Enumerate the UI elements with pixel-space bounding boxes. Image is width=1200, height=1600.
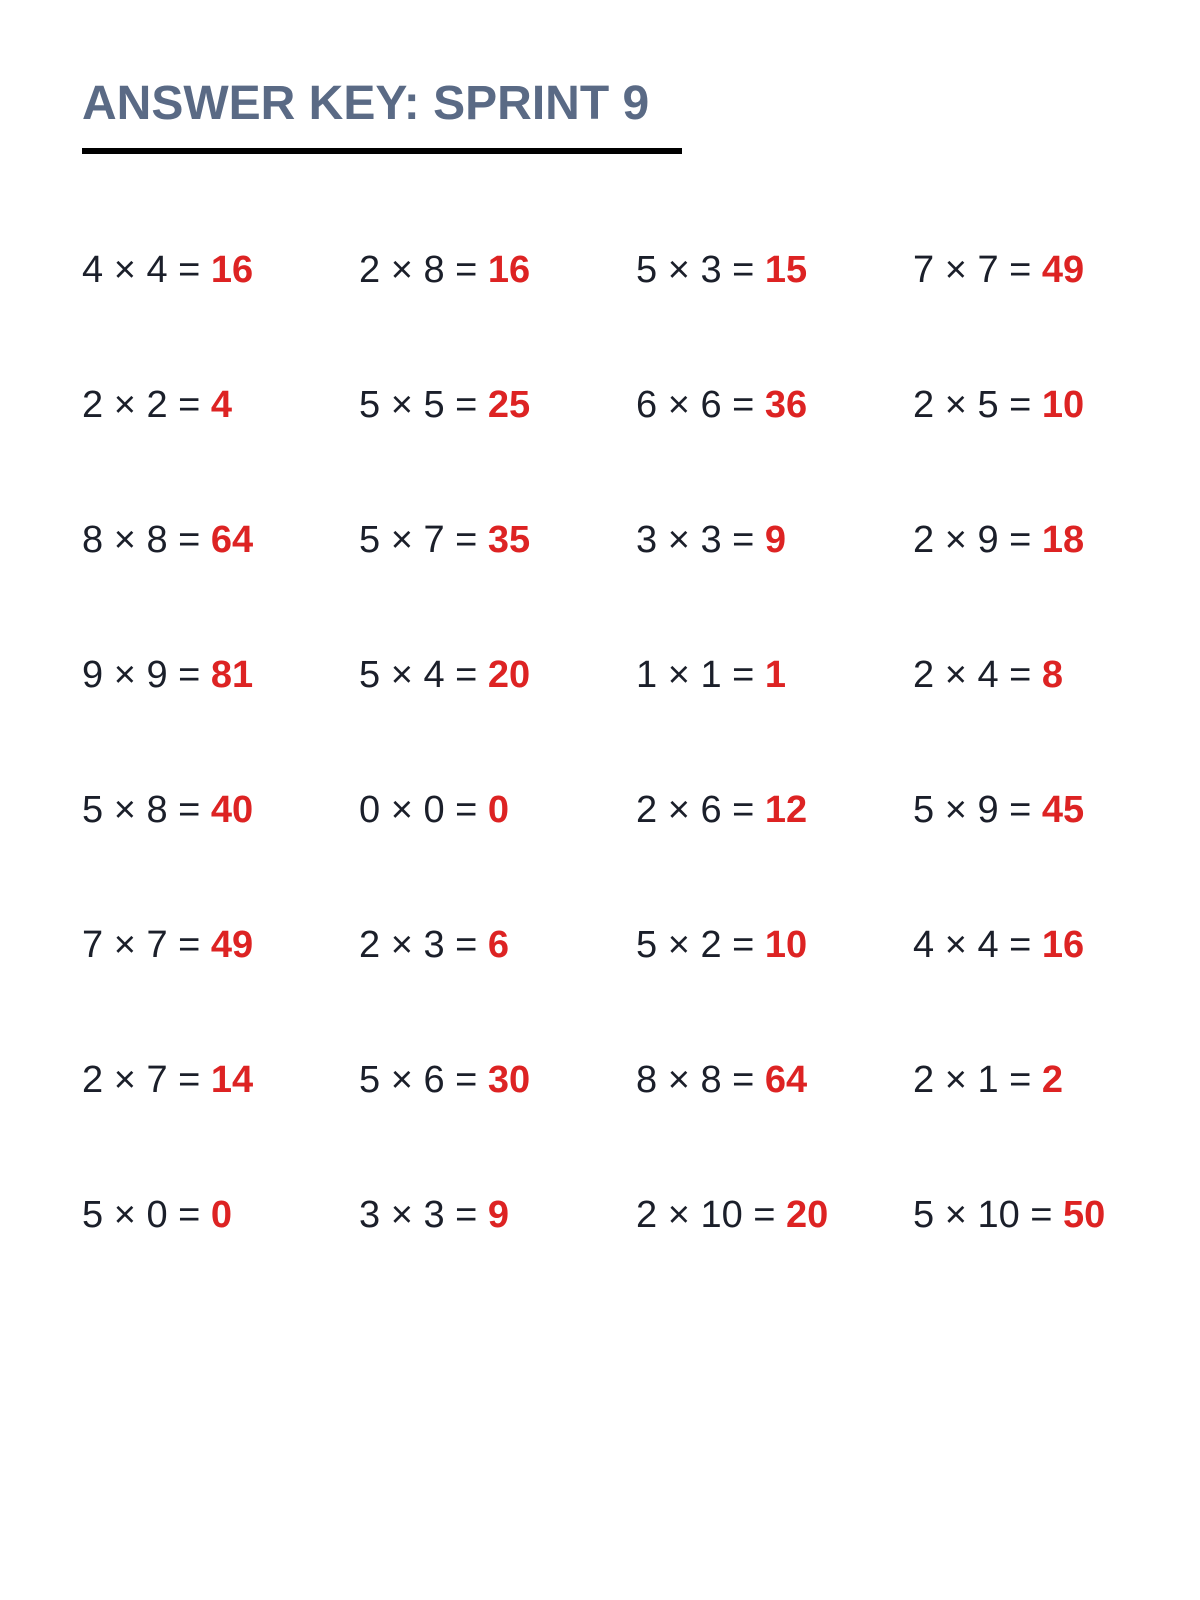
problem-question: 5 × 6 = <box>359 1059 478 1101</box>
problem-item <box>359 786 636 921</box>
problem-question: 3 × 3 = <box>359 1194 478 1236</box>
problem-answer: 16 <box>1041 924 1085 966</box>
problem-question: 7 × 7 = <box>82 924 201 966</box>
problem-question: 2 × 9 = <box>913 519 1032 561</box>
problem-question: 5 × 7 = <box>359 519 478 561</box>
problem-answer: 10 <box>764 924 808 966</box>
problem-item <box>913 246 1182 381</box>
problem-question: 4 × 4 = <box>913 924 1032 966</box>
problem-item <box>82 381 359 516</box>
problem-question: 0 × 0 = <box>359 789 478 831</box>
problem-item <box>636 921 913 1056</box>
problem-item <box>359 246 636 381</box>
problem-item <box>359 381 636 516</box>
problem-item <box>913 381 1182 516</box>
problem-answer: 64 <box>764 1059 808 1101</box>
problem-item <box>913 516 1182 651</box>
problem-answer: 40 <box>210 789 254 831</box>
problem-question: 5 × 4 = <box>359 654 478 696</box>
problem-answer: 1 <box>764 654 787 696</box>
problem-answer: 20 <box>786 1194 829 1236</box>
problem-answer: 81 <box>210 654 254 696</box>
problem-item <box>359 651 636 786</box>
problem-item <box>913 651 1182 786</box>
problem-answer: 16 <box>210 249 254 291</box>
problem-item <box>913 1191 1182 1326</box>
problem-answer: 30 <box>487 1059 531 1101</box>
problem-item <box>82 651 359 786</box>
problem-item <box>913 786 1182 921</box>
problem-item <box>636 381 913 516</box>
problem-question: 2 × 5 = <box>913 384 1032 426</box>
problem-item <box>82 516 359 651</box>
problem-answer: 18 <box>1041 519 1085 561</box>
problem-answer: 49 <box>1041 249 1085 291</box>
problem-question: 7 × 7 = <box>913 249 1032 291</box>
problem-grid <box>82 246 1182 1326</box>
problem-question: 6 × 6 = <box>636 384 755 426</box>
problem-answer: 36 <box>764 384 808 426</box>
problem-item <box>82 786 359 921</box>
problem-question: 5 × 0 = <box>82 1194 201 1236</box>
problem-item <box>359 1191 636 1326</box>
problem-answer: 45 <box>1041 789 1085 831</box>
problem-item <box>359 516 636 651</box>
problem-item <box>913 1056 1182 1191</box>
problem-item <box>82 921 359 1056</box>
problem-answer: 2 <box>1041 1059 1064 1101</box>
problem-question: 5 × 9 = <box>913 789 1032 831</box>
problem-question: 3 × 3 = <box>636 519 755 561</box>
problem-answer: 14 <box>210 1059 254 1101</box>
problem-answer: 10 <box>1041 384 1085 426</box>
problem-answer: 0 <box>210 1194 233 1236</box>
problem-question: 5 × 2 = <box>636 924 755 966</box>
problem-answer: 8 <box>1041 654 1064 696</box>
problem-answer: 9 <box>487 1194 510 1236</box>
problem-answer: 6 <box>487 924 510 966</box>
problem-question: 2 × 2 = <box>82 384 201 426</box>
problem-item <box>636 1056 913 1191</box>
problem-question: 2 × 6 = <box>636 789 755 831</box>
problem-question: 2 × 4 = <box>913 654 1032 696</box>
problem-item <box>82 1191 359 1326</box>
problem-item <box>636 651 913 786</box>
title-underline <box>82 148 682 154</box>
problem-question: 9 × 9 = <box>82 654 201 696</box>
problem-item <box>636 786 913 921</box>
problem-item <box>82 246 359 381</box>
problem-question: 2 × 7 = <box>82 1059 201 1101</box>
problem-item <box>359 1056 636 1191</box>
problem-item <box>359 921 636 1056</box>
problem-answer: 35 <box>487 519 531 561</box>
problem-item <box>636 246 913 381</box>
problem-question: 2 × 8 = <box>359 249 478 291</box>
problem-question: 2 × 10 = <box>636 1194 776 1236</box>
problem-answer: 64 <box>210 519 254 561</box>
problem-item <box>636 1191 913 1326</box>
problem-answer: 16 <box>487 249 531 291</box>
problem-question: 1 × 1 = <box>636 654 755 696</box>
problem-answer: 0 <box>487 789 510 831</box>
problem-answer: 50 <box>1063 1194 1106 1236</box>
page-title: ANSWER KEY: SPRINT 9 <box>82 77 650 130</box>
problem-question: 5 × 8 = <box>82 789 201 831</box>
problem-question: 8 × 8 = <box>82 519 201 561</box>
problem-answer: 25 <box>487 384 531 426</box>
problem-answer: 9 <box>764 519 787 561</box>
problem-item <box>82 1056 359 1191</box>
problem-question: 2 × 1 = <box>913 1059 1032 1101</box>
problem-question: 8 × 8 = <box>636 1059 755 1101</box>
problem-item <box>636 516 913 651</box>
problem-question: 4 × 4 = <box>82 249 201 291</box>
title-block <box>82 77 682 154</box>
problem-question: 5 × 3 = <box>636 249 755 291</box>
problem-answer: 20 <box>487 654 531 696</box>
problem-item <box>913 921 1182 1056</box>
problem-answer: 15 <box>764 249 808 291</box>
problem-answer: 4 <box>210 384 233 426</box>
problem-answer: 12 <box>764 789 808 831</box>
problem-question: 5 × 10 = <box>913 1194 1053 1236</box>
problem-question: 5 × 5 = <box>359 384 478 426</box>
problem-question: 2 × 3 = <box>359 924 478 966</box>
problem-answer: 49 <box>210 924 254 966</box>
